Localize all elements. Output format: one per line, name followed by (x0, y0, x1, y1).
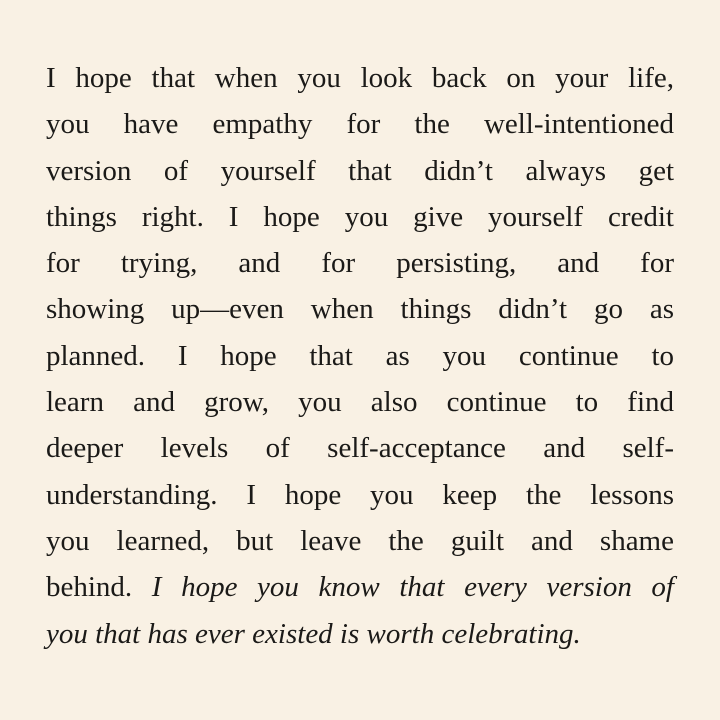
quote-line-text: showing up—even when things didn’t go as (46, 293, 674, 326)
quote-line (46, 425, 674, 471)
quote-line-text: understanding. I hope you keep the lessons (46, 478, 674, 511)
quote-line-text: you have empathy for the well-intentioned (46, 108, 674, 141)
quote-line (46, 148, 674, 194)
quote-line (46, 194, 674, 240)
quote-line-text: planned. I hope that as you continue to (46, 339, 674, 372)
quote-line-italic-text: you that has ever existed is worth celebrating. (46, 617, 581, 650)
quote-line-text: I hope that when you look back on your life, (46, 62, 674, 94)
quote-line (46, 101, 674, 147)
quote-line (46, 564, 674, 610)
quote-line (46, 286, 674, 332)
quote-line (46, 472, 674, 518)
quote-line-text: for trying, and for persisting, and for (46, 247, 674, 280)
quote-line (46, 518, 674, 564)
quote-line-text: learn and grow, you also continue to find (46, 386, 674, 419)
quote-text (46, 55, 674, 657)
quote-line (46, 333, 674, 379)
quote-line-text: deeper levels of self-acceptance and self- (46, 432, 674, 465)
quote-line (46, 379, 674, 425)
quote-line-text: things right. I hope you give yourself credit (46, 200, 674, 233)
quote-line-italic-text: I hope you know that every version of (151, 571, 674, 604)
quote-line (46, 55, 674, 101)
quote-line-text: you learned, but leave the guilt and shame (46, 524, 674, 557)
quote-line-text: version of yourself that didn’t always get (46, 154, 674, 187)
quote-line-text: behind. (46, 571, 152, 604)
quote-line (46, 611, 674, 657)
quote-line (46, 240, 674, 286)
